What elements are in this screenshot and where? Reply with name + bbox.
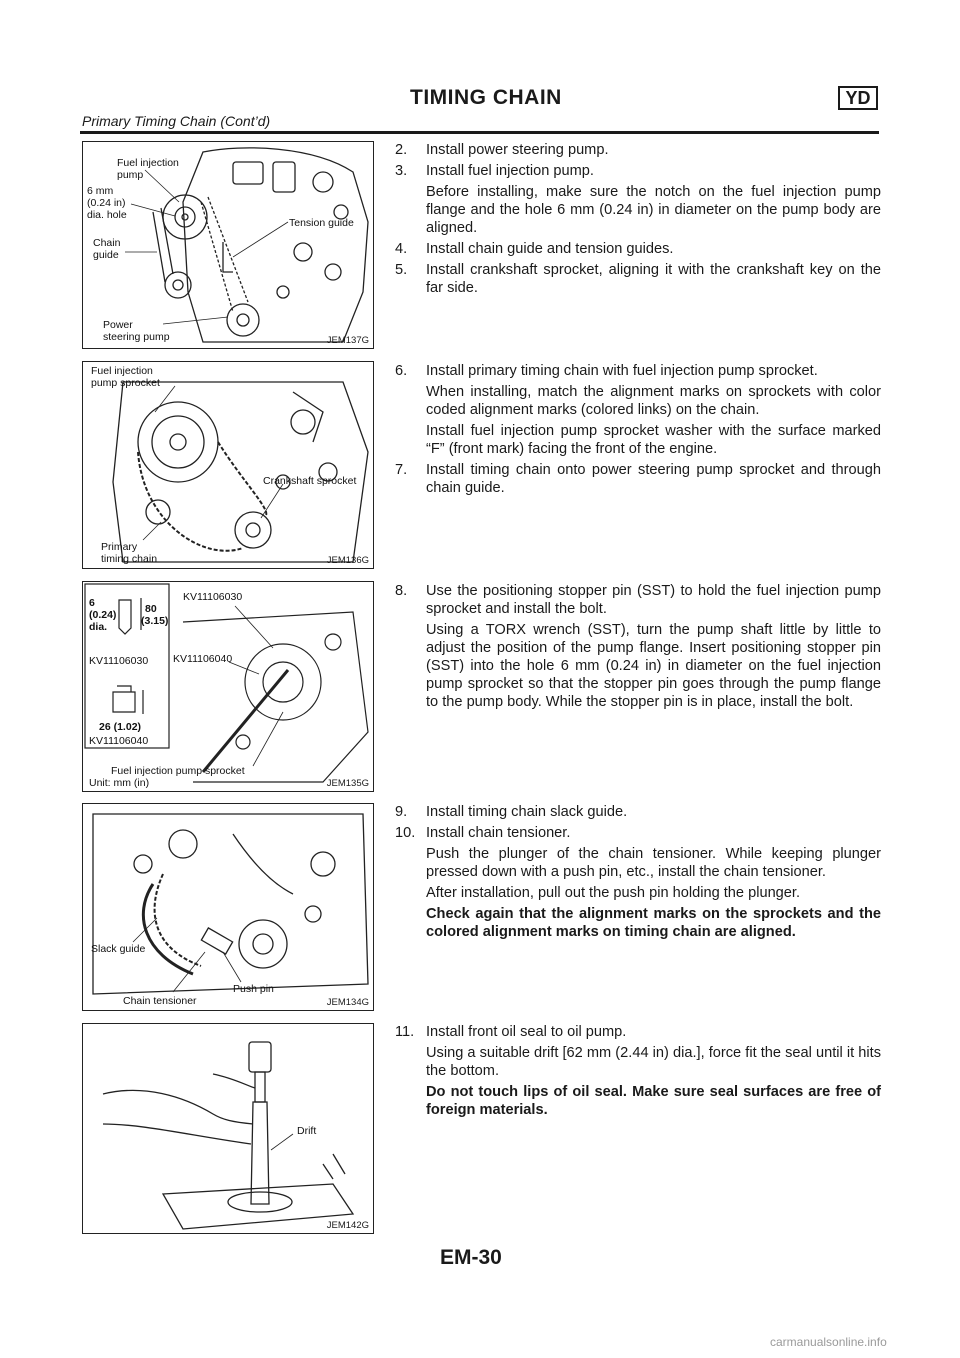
step-number: 4. bbox=[395, 241, 408, 257]
header-rule bbox=[80, 131, 879, 134]
step-10 bbox=[395, 824, 881, 842]
figure-label: Fuel injection bbox=[117, 157, 179, 169]
step-number: 10. bbox=[395, 825, 416, 841]
instructions-section-4 bbox=[395, 803, 881, 944]
step-6 bbox=[395, 362, 881, 380]
figure-label: 26 (1.02) bbox=[99, 721, 142, 733]
step-11-caution: Do not touch lips of oil seal. Make sure seal surfaces are free of foreign materials. bbox=[426, 1084, 881, 1118]
step-text: Install fuel injection pump. bbox=[426, 163, 594, 179]
step-2 bbox=[395, 141, 881, 159]
step-10-note-a: Push the plunger of the chain tensioner. While keeping plunger pressed down with a push pin, etc., install the chain tensioner. bbox=[426, 846, 881, 880]
step-number: 5. bbox=[395, 262, 408, 278]
step-text: Install chain tensioner. bbox=[426, 825, 571, 841]
page-subtitle: Primary Timing Chain (Cont’d) bbox=[82, 113, 271, 129]
instructions-section-3 bbox=[395, 582, 881, 714]
step-text: Install crankshaft sprocket, aligning it with the crankshaft key on the far side. bbox=[426, 262, 881, 296]
figure-label: Slack guide bbox=[91, 943, 146, 955]
footer-watermark: carmanualsonline.info bbox=[770, 1335, 887, 1349]
figure-label: Drift bbox=[297, 1125, 317, 1137]
step-text: Install front oil seal to oil pump. bbox=[426, 1024, 627, 1040]
figure-label: Crankshaft sprocket bbox=[263, 475, 357, 487]
figure-label: dia. bbox=[89, 621, 108, 633]
figure-label: KV11106030 bbox=[89, 655, 149, 667]
step-8 bbox=[395, 582, 881, 618]
figure-label: (3.15) bbox=[141, 615, 169, 627]
step-number: 11. bbox=[395, 1024, 415, 1040]
step-number: 3. bbox=[395, 163, 408, 179]
step-5 bbox=[395, 261, 881, 297]
figure-label: Chain bbox=[93, 237, 121, 249]
figure-code: JEM134G bbox=[326, 997, 369, 1008]
step-6-note-a: When installing, match the alignment marks on sprockets with color coded alignment marks (colored links) on the chain. bbox=[426, 384, 881, 418]
figure-label: Chain tensioner bbox=[123, 995, 197, 1007]
step-7 bbox=[395, 461, 881, 497]
figure-label: Push pin bbox=[233, 983, 274, 995]
figure-label: timing chain bbox=[101, 553, 158, 565]
figure-label: Unit: mm (in) bbox=[89, 777, 150, 789]
figure-code: JEM137G bbox=[326, 335, 369, 346]
chain-tensioner-illustration bbox=[83, 804, 374, 1011]
step-11-note-a: Using a suitable drift [62 mm (2.44 in) dia.], force fit the seal until it hits the bottom. bbox=[426, 1045, 881, 1079]
step-number: 8. bbox=[395, 583, 408, 599]
step-10-note-b: After installation, pull out the push pin holding the plunger. bbox=[426, 885, 801, 901]
figure-label: 80 bbox=[145, 603, 157, 615]
step-10-caution: Check again that the alignment marks on the sprockets and the colored alignment marks on timing chain are aligned. bbox=[426, 906, 881, 940]
figure-code: JEM135G bbox=[326, 778, 369, 789]
figure-label: Tension guide bbox=[289, 217, 354, 229]
figure-label: Fuel injection pump sprocket bbox=[111, 765, 245, 777]
step-4 bbox=[395, 240, 881, 258]
engine-badge: YD bbox=[838, 86, 878, 110]
figure-label: KV11106040 bbox=[173, 653, 233, 665]
page-title: TIMING CHAIN bbox=[410, 86, 562, 109]
figure-label: (0.24 in) bbox=[87, 197, 126, 209]
figure-label: 6 mm bbox=[87, 185, 114, 197]
figure-label: Power bbox=[103, 319, 133, 331]
figure-jem142g bbox=[82, 1023, 374, 1234]
figure-label: Primary bbox=[101, 541, 138, 553]
figure-label: dia. hole bbox=[87, 209, 127, 221]
figure-label: KV11106030 bbox=[183, 591, 243, 603]
figure-label: steering pump bbox=[103, 331, 170, 343]
figure-label: 6 bbox=[89, 597, 95, 609]
timing-chain-illustration bbox=[83, 362, 374, 569]
step-text: Install primary timing chain with fuel injection pump sprocket. bbox=[426, 363, 818, 379]
step-number: 2. bbox=[395, 142, 408, 158]
page-number: EM-30 bbox=[440, 1246, 502, 1269]
oil-seal-drift-illustration bbox=[83, 1024, 374, 1234]
step-text: Install power steering pump. bbox=[426, 142, 609, 158]
step-number: 7. bbox=[395, 462, 408, 478]
figure-jem137g bbox=[82, 141, 374, 349]
figure-jem135g bbox=[82, 581, 374, 792]
figure-label: pump sprocket bbox=[91, 377, 160, 389]
step-6-note-b: Install fuel injection pump sprocket washer with the surface marked “F” (front mark) facing the front of the engine. bbox=[426, 423, 881, 457]
step-3-note: Before installing, make sure the notch on the fuel injection pump flange and the hole 6 mm (0.24 in) in diameter on the pump body are aligned. bbox=[426, 184, 881, 236]
figure-label: (0.24) bbox=[89, 609, 117, 621]
figure-jem136g bbox=[82, 361, 374, 569]
step-number: 9. bbox=[395, 804, 408, 820]
step-text: Install timing chain slack guide. bbox=[426, 804, 628, 820]
step-text: Install chain guide and tension guides. bbox=[426, 241, 674, 257]
instructions-section-1 bbox=[395, 141, 881, 300]
figure-jem134g bbox=[82, 803, 374, 1011]
step-text: Use the positioning stopper pin (SST) to hold the fuel injection pump sprocket and install the bolt. bbox=[426, 583, 881, 617]
figure-label: pump bbox=[117, 169, 144, 181]
instructions-section-2 bbox=[395, 362, 881, 500]
instructions-section-5 bbox=[395, 1023, 881, 1122]
step-text: Install timing chain onto power steering pump sprocket and through chain guide. bbox=[426, 462, 881, 496]
figure-code: JEM142G bbox=[326, 1220, 369, 1231]
figure-code: JEM136G bbox=[326, 555, 369, 566]
step-3 bbox=[395, 162, 881, 180]
figure-label: guide bbox=[93, 249, 119, 261]
step-9 bbox=[395, 803, 881, 821]
figure-label: Fuel injection bbox=[91, 365, 153, 377]
step-8-note: Using a TORX wrench (SST), turn the pump shaft little by little to adjust the position of the pump flange. Insert positioning stopper pin (SST) into the hole 6 mm (0.24 in) in diameter on the fuel injection pump sprocket so that the stopper pin goes through the pump flange to the pump body. While the stopper pin is in place, install the bolt. bbox=[426, 622, 881, 710]
step-11 bbox=[395, 1023, 881, 1041]
step-number: 6. bbox=[395, 363, 408, 379]
stopper-pin-illustration bbox=[83, 582, 374, 792]
figure-label: KV11106040 bbox=[89, 735, 149, 747]
